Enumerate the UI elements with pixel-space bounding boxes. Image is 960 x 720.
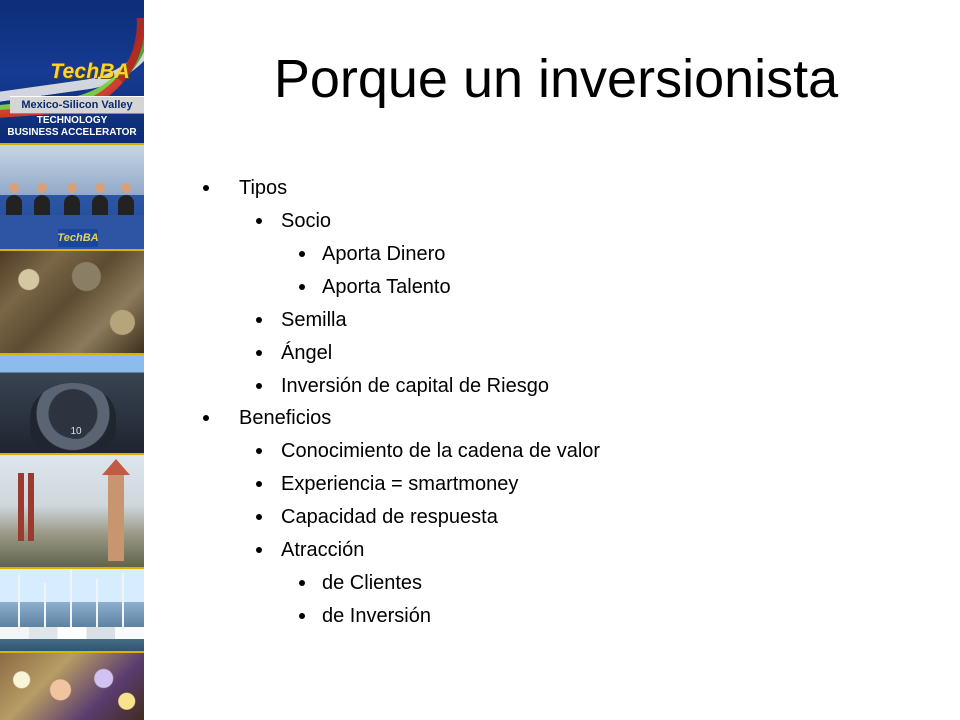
slide-title: Porque un inversionista bbox=[273, 49, 839, 109]
bullet-dot-level-1 bbox=[203, 415, 209, 421]
bullet-angel: Ángel bbox=[281, 342, 333, 364]
bullet-conocimiento-cadena-valor: Conocimiento de la cadena de valor bbox=[281, 440, 601, 462]
logo-brand-text: TechBA bbox=[50, 60, 130, 83]
logo-subtitle-line-1: TECHNOLOGY bbox=[36, 115, 108, 126]
bullet-dot-level-3 bbox=[299, 613, 305, 619]
logo-region-band: Mexico-Silicon Valley bbox=[10, 96, 144, 114]
bullet-dot-level-2 bbox=[256, 547, 262, 553]
bullet-aporta-talento: Aporta Talento bbox=[322, 276, 451, 298]
logo-subtitle-line-2: BUSINESS ACCELERATOR bbox=[7, 127, 137, 138]
train-number: 10 bbox=[64, 423, 88, 439]
panel-sign: TechBA bbox=[58, 229, 98, 247]
bullet-tipos: Tipos bbox=[239, 177, 288, 199]
bullet-dot-level-2 bbox=[256, 383, 262, 389]
bullet-beneficios: Beneficios bbox=[239, 407, 332, 429]
bullet-dot-level-2 bbox=[256, 448, 262, 454]
bullet-aporta-dinero: Aporta Dinero bbox=[322, 243, 446, 265]
bullet-semilla: Semilla bbox=[281, 309, 347, 331]
bullet-dot-level-2 bbox=[256, 481, 262, 487]
bullet-atraccion: Atracción bbox=[281, 539, 365, 561]
bullet-dot-level-2 bbox=[256, 218, 262, 224]
bullet-capacidad-respuesta: Capacidad de respuesta bbox=[281, 506, 498, 528]
bullet-de-inversion: de Inversión bbox=[322, 605, 431, 627]
bullet-dot-level-3 bbox=[299, 284, 305, 290]
bullet-dot-level-3 bbox=[299, 580, 305, 586]
bullet-experiencia-smartmoney: Experiencia = smartmoney bbox=[281, 473, 519, 495]
bullet-dot-level-3 bbox=[299, 251, 305, 257]
bullet-de-clientes: de Clientes bbox=[322, 572, 423, 594]
bullet-inversion-capital-riesgo: Inversión de capital de Riesgo bbox=[281, 375, 549, 397]
bullet-dot-level-2 bbox=[256, 350, 262, 356]
bullet-socio: Socio bbox=[281, 210, 332, 232]
bullet-dot-level-1 bbox=[203, 185, 209, 191]
bullet-dot-level-2 bbox=[256, 317, 262, 323]
bullet-dot-level-2 bbox=[256, 514, 262, 520]
